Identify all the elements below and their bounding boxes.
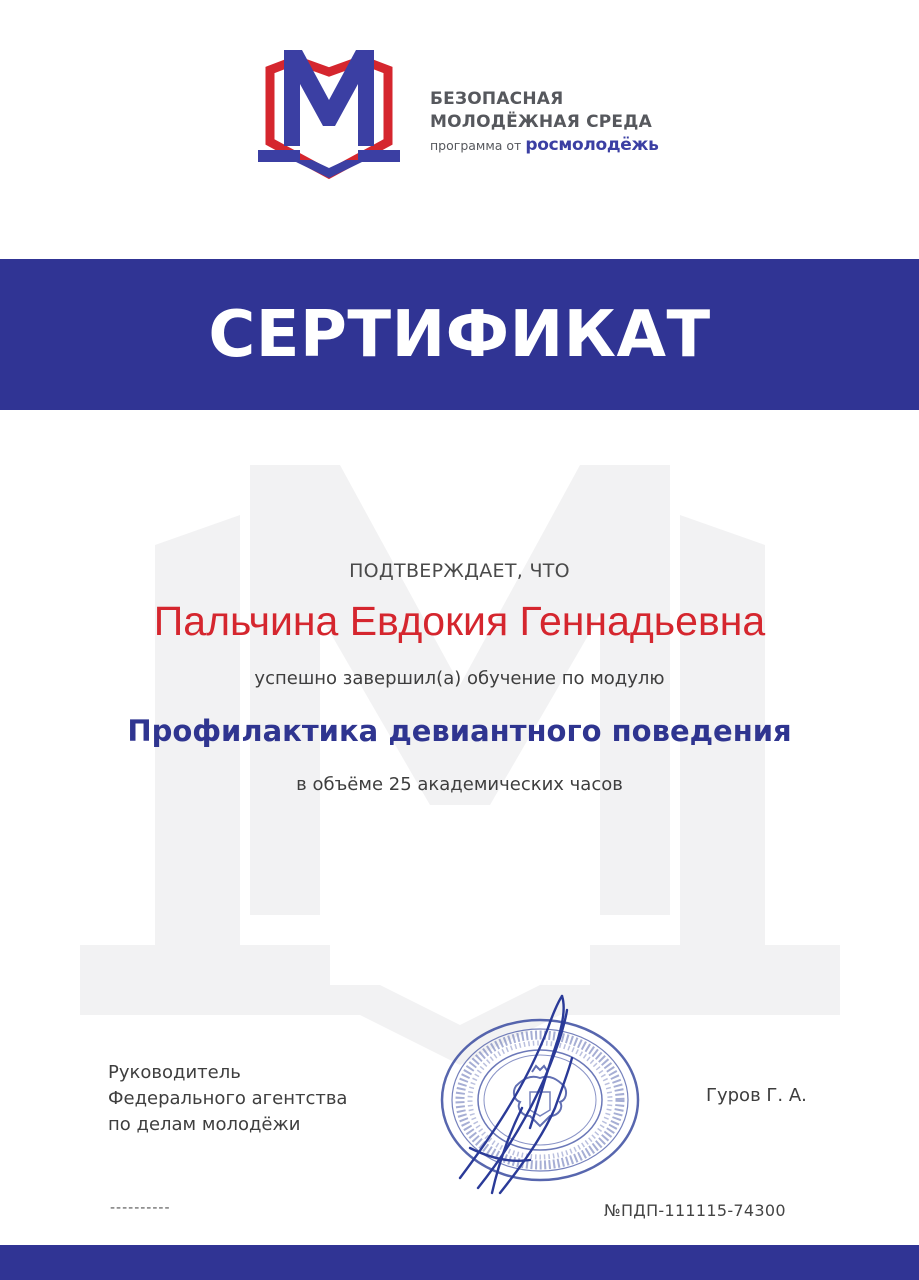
recipient-name: Пальчина Евдокия Геннадьевна [153, 598, 766, 644]
title-band [0, 259, 919, 410]
signer-title [108, 1060, 347, 1138]
certificate-title: СЕРТИФИКАТ [208, 297, 711, 372]
completed-text: успешно завершил(а) обучение по модулю [254, 668, 665, 689]
signer-title-line-3: по делам молодёжи [108, 1114, 301, 1135]
brand-line-1: БЕЗОПАСНАЯ [430, 89, 564, 109]
signer-title-line-1: Руководитель [108, 1062, 241, 1083]
molodezhnaya-sreda-logo [256, 50, 402, 190]
certificate-number: №ПДП-111115-74300 [604, 1201, 786, 1220]
bottom-band [0, 1245, 919, 1280]
signer-name: Гуров Г. А. [706, 1085, 807, 1106]
brand-program [430, 134, 659, 157]
official-seal-with-signature [430, 988, 645, 1200]
brand-block [430, 88, 659, 157]
confirms-text: ПОДТВЕРЖДАЕТ, ЧТО [349, 560, 570, 582]
program-prefix: программа от [430, 138, 522, 153]
program-org: росмолодёжь [525, 135, 659, 155]
dashes-line: ---------- [110, 1200, 171, 1216]
volume-text: в объёме 25 академических часов [296, 774, 623, 795]
module-title: Профилактика девиантного поведения [127, 714, 792, 748]
signer-title-line-2: Федерального агентства [108, 1088, 348, 1109]
brand-line-2: МОЛОДЁЖНАЯ СРЕДА [430, 112, 652, 132]
logo-watermark [80, 445, 840, 1065]
